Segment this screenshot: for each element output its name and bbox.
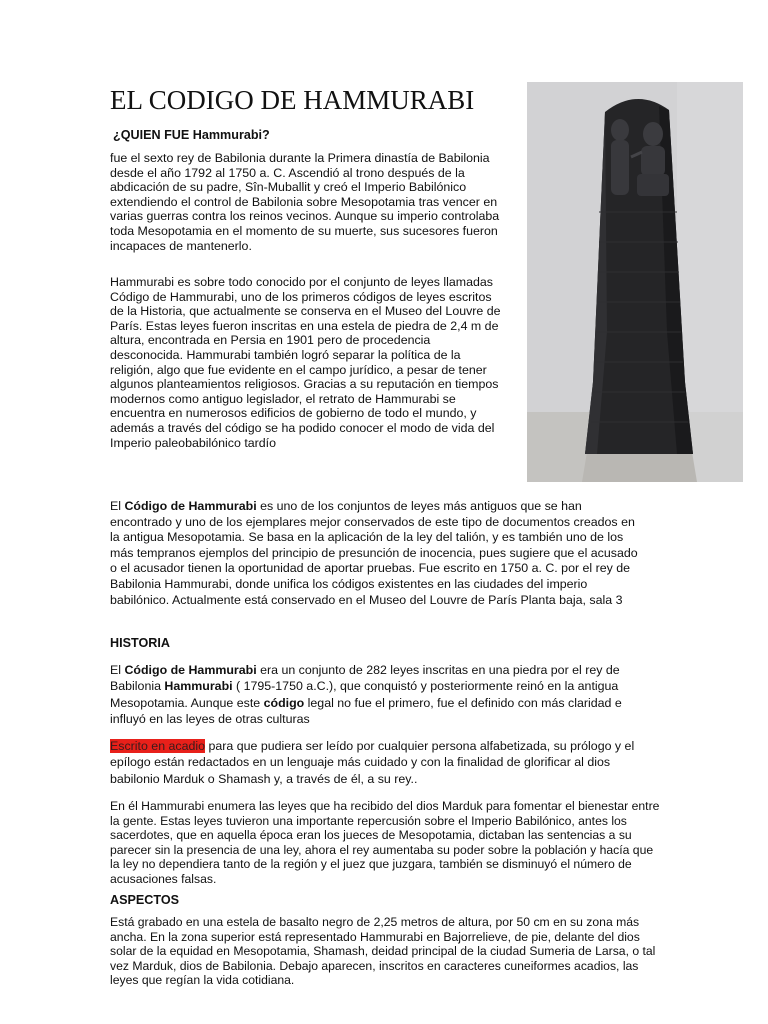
highlighted-text: Escrito en acadio [110,739,206,753]
text: era un conjunto de 282 leyes inscritas en una piedra por el rey de Babilonia [110,663,620,694]
bold-text: Código de Hammurabi [124,499,257,513]
paragraph-laws: En él Hammurabi enumera las leyes que ha recibido del dios Marduk para fomentar el bienestar entre la gente. Estas leyes tuvieron una importante repercusión sobre el Imperio Babilónico, antes los sacerdotes, que en aquella época eran los jueces de Mesopotamia, dictaban las sentencias a su parecer sin la presencia de una ley, ahora el rey aumentaba su poder sobre la población y hacía que la ley no dependiera tanto de la región y el juez que juzgara, también se disminuyó el número de acusaciones falsas. [110,799,660,886]
paragraph-code-intro [110,499,646,608]
text: El [110,663,125,677]
text: El [110,499,125,513]
section-heading-aspectos: ASPECTOS [110,893,180,907]
text: es uno de los conjuntos de leyes más antiguos que se han encontrado y uno de los ejemplares mejor conservados de este tipo de documentos creados en la antigua Mesopotamia. Se basa en la aplicación de la ley del talión, y es también uno de los más tempranos ejemplos del principio de presunción de inocencia, pues sugiere que el acusado o el acusador tienen la oportunidad de aportar pruebas. Fue escrito en 1750 a. C. por el rey de Babilonia Hammurabi, donde unifica los códigos existentes en las ciudades del imperio babilónico. Actualmente está conservado en el Museo del Louvre de París Planta baja, sala 3 [110,499,638,607]
paragraph-historia [110,662,652,728]
code-of-hammurabi-stele-image [527,82,743,482]
bold-text: Código de Hammurabi [124,663,257,677]
text: legal no fue el primero, fue el definido con más claridad e influyó en las leyes de otras culturas [110,695,622,727]
bold-text: código [263,695,305,710]
stele-photo [527,82,743,482]
paragraph-acadio [110,738,660,787]
bold-text: Hammurabi [164,679,233,694]
document-title: EL CODIGO DE HAMMURABI [110,85,475,115]
text: ( 1795-1750 a.C.), que conquistó y posteriormente reinó en la antigua Mesopotamia. Aunque este [110,679,619,710]
paragraph-aspectos: Está grabado en una estela de basalto negro de 2,25 metros de altura, por 50 cm en su zona más ancha. En la zona superior está representado Hammurabi en Bajorrelieve, de pie, delante del dios solar de la equidad en Mesopotamia, Shamash, deidad principal de la ciudad Sumeria de Larsa, o tal vez Marduk, dios de Babilonia. Debajo aparecen, inscritos en caracteres cuneiformes acadios, las leyes que regían la vida cotidiana. [110,915,656,988]
section-heading-historia: HISTORIA [110,636,170,650]
paragraph-biography: fue el sexto rey de Babilonia durante la Primera dinastía de Babilonia desde el año 1792 al 1750 a. C. Ascendió al trono después de la abdicación de su padre, Sîn-Muballit y creó el Imperio Babilónico extendiendo el control de Babilonia sobre Mesopotamia tras vencer en varias guerras contra los reinos vecinos. Aunque su imperio controlaba toda Mesopotamia en el momento de su muerte, sus sucesores fueron incapaces de mantenerlo. [110,151,500,253]
paragraph-known-for: Hammurabi es sobre todo conocido por el conjunto de leyes llamadas Código de Hammurabi, uno de los primeros códigos de leyes escritos de la Historia, que actualmente se conserva en el Museo del Louvre de París. Estas leyes fueron inscritas en una estela de piedra de 2,4 m de altura, encontrada en Persia en 1901 pero de procedencia desconocida. Hammurabi también logró separar la política de la religión, algo que fue evidente en el campo jurídico, a pesar de tener algunos planteamientos religiosos. Gracias a su reputación en tiempos modernos como antiguo legislador, el retrato de Hammurabi se encuentra en numerosos edificios de gobierno de todo el mundo, y además a través del código se ha podido conocer el modo de vida del Imperio paleobabilónico tardío [110,275,501,450]
section-heading-who: ¿QUIEN FUE Hammurabi? [113,128,270,142]
text: para que pudiera ser leído por cualquier persona alfabetizada, su prólogo y el epílogo están redactados en un lenguaje más cuidado y con la finalidad de glorificar al dios babilonio Marduk o Shamash y, a través de él, a su rey.. [110,739,635,786]
